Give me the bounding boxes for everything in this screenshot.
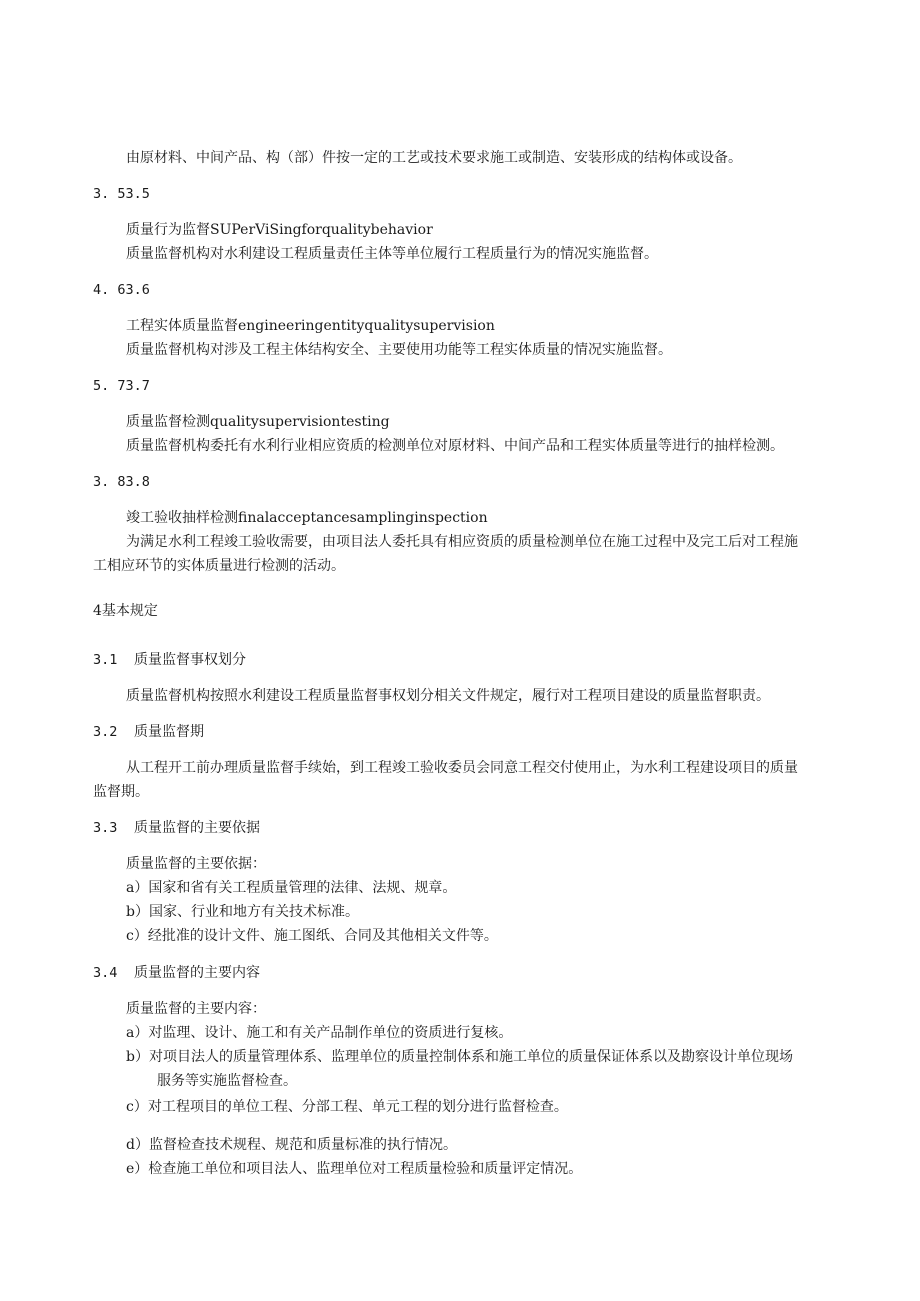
section-number: 3.2	[93, 724, 118, 740]
term-number: 5. 73.7	[93, 378, 150, 394]
term-title: 工程实体质量监督engineeringentityqualitysupervision	[126, 318, 495, 334]
list-item: d）监督检查技术规程、规范和质量标准的执行情况。	[126, 1137, 457, 1153]
section-lead: 质量监督的主要依据：	[126, 856, 266, 872]
list-item: e）检查施工单位和项目法人、监理单位对工程质量检验和质量评定情况。	[126, 1161, 583, 1177]
term-definition: 质量监督机构委托有水利行业相应资质的检测单位对原材料、中间产品和工程实体质量等进行的抽样检测。	[126, 438, 784, 454]
section-number: 3.3	[93, 820, 118, 836]
term-number: 3. 83.8	[93, 474, 150, 490]
section-number: 3.4	[93, 965, 118, 981]
list-item: a）对监理、设计、施工和有关产品制作单位的资质进行复核。	[126, 1025, 513, 1041]
section-title: 质量监督的主要依据	[134, 820, 260, 836]
section-title: 质量监督事权划分	[134, 652, 246, 668]
term-definition: 质量监督机构对水利建设工程质量责任主体等单位履行工程质量行为的情况实施监督。	[126, 246, 658, 262]
section-paragraph-line: 监督期。	[93, 784, 149, 800]
list-item: b）对项目法人的质量管理体系、监理单位的质量控制体系和施工单位的质量保证体系以及勘察设计单位现场	[126, 1049, 793, 1065]
term-title: 竣工验收抽样检测finalacceptancesamplinginspection	[126, 510, 488, 526]
chapter-title: 4基本规定	[93, 603, 158, 619]
term-definition-line: 为满足水利工程竣工验收需要，由项目法人委托具有相应资质的质量检测单位在施工过程中及完工后对工程施	[126, 534, 798, 550]
term-title: 质量监督检测qualitysupervisiontesting	[126, 414, 390, 430]
term-definition: 质量监督机构对涉及工程主体结构安全、主要使用功能等工程实体质量的情况实施监督。	[126, 342, 672, 358]
list-item-continuation: 服务等实施监督检查。	[157, 1073, 297, 1089]
section-lead: 质量监督的主要内容：	[126, 1001, 266, 1017]
term-number: 3. 53.5	[93, 186, 150, 202]
term-number: 4. 63.6	[93, 282, 150, 298]
section-paragraph-line: 从工程开工前办理质量监督手续始，到工程竣工验收委员会同意工程交付使用止，为水利工程建设项目的质量	[126, 760, 798, 776]
term-title: 质量行为监督SUPerViSingforqualitybehavior	[126, 222, 433, 238]
section-paragraph: 质量监督机构按照水利建设工程质量监督事权划分相关文件规定，履行对工程项目建设的质量监督职责。	[126, 688, 770, 704]
section-title: 质量监督的主要内容	[134, 965, 260, 981]
list-item: c）经批准的设计文件、施工图纸、合同及其他相关文件等。	[126, 928, 498, 944]
list-item: b）国家、行业和地方有关技术标准。	[126, 904, 359, 920]
list-item: c）对工程项目的单位工程、分部工程、单元工程的划分进行监督检查。	[126, 1099, 568, 1115]
list-item: a）国家和省有关工程质量管理的法律、法规、规章。	[126, 880, 457, 896]
term-definition-line: 工相应环节的实体质量进行检测的活动。	[93, 558, 345, 574]
section-number: 3.1	[93, 652, 118, 668]
section-title: 质量监督期	[134, 724, 204, 740]
intro-paragraph: 由原材料、中间产品、构（部）件按一定的工艺或技术要求施工或制造、安装形成的结构体或设备。	[126, 150, 742, 166]
